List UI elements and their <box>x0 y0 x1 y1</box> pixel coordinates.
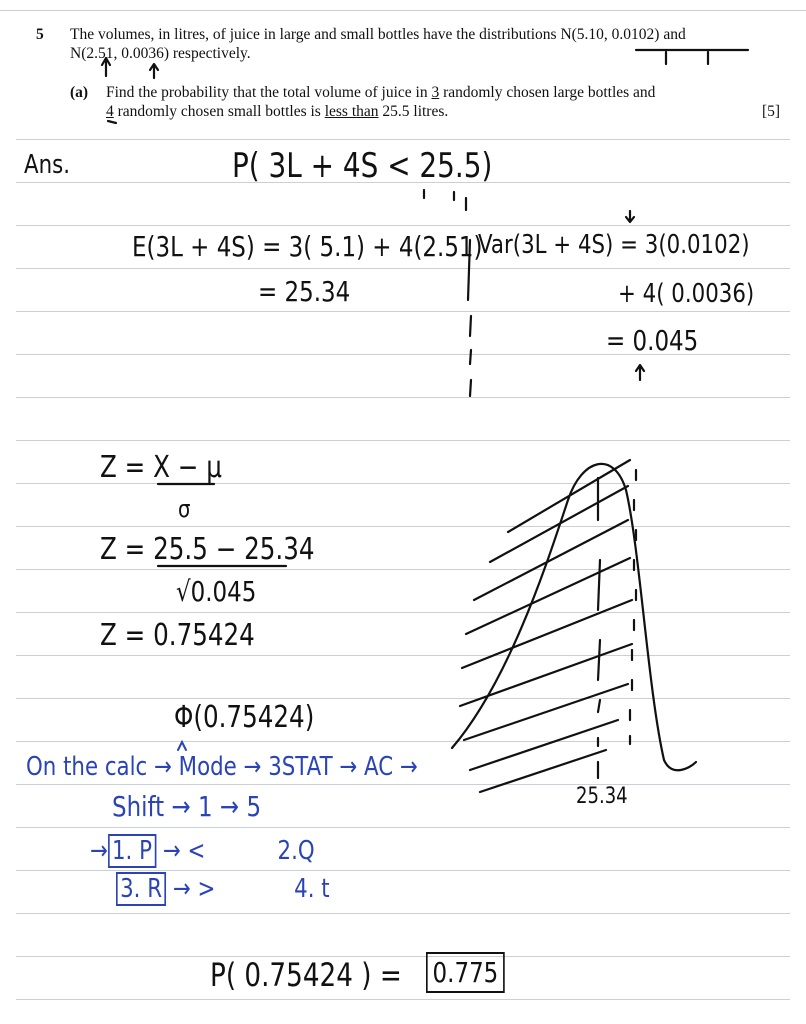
ruled-line <box>16 440 790 441</box>
ruled-line <box>16 698 790 699</box>
part-text-line: Find the probability that the total volume of juice in 3 randomly chosen large bottles and <box>106 84 656 101</box>
ruled-line <box>16 827 790 828</box>
expectation-line: E(3L + 4S) = 3( 5.1) + 4(2.51) <box>132 230 483 263</box>
marks: [5] <box>762 103 781 120</box>
variance-line-2: + 4( 0.0036) <box>618 279 755 309</box>
ruled-line <box>16 741 790 742</box>
question-underline-mark <box>108 121 116 123</box>
shading-lines <box>460 460 632 792</box>
curve-mean-label: 25.34 <box>576 784 628 809</box>
ruled-line <box>16 225 790 226</box>
calculator-steps: On the calc → Mode → 3STAT → AC → <box>26 752 418 782</box>
ruled-line <box>16 612 790 613</box>
expectation-result: = 25.34 <box>258 275 351 308</box>
variance-line: Var(3L + 4S) = 3(0.0102) <box>478 230 750 260</box>
variance-arrow-mark <box>626 211 634 222</box>
ruled-line <box>16 311 790 312</box>
ruled-line <box>16 268 790 269</box>
normal-curve <box>452 464 696 770</box>
divider-line <box>468 240 471 396</box>
z-numerator: Z = 25.5 − 25.34 <box>100 532 315 567</box>
z-denominator: √0.045 <box>176 575 257 608</box>
question-text-line: N(2.51, 0.0036) respectively. <box>70 45 251 62</box>
top-rule <box>0 10 806 11</box>
ruled-line <box>16 139 790 140</box>
ruled-line <box>16 913 790 914</box>
ans-label: Ans. <box>24 150 70 180</box>
z-sigma: σ <box>178 495 191 523</box>
ruled-line <box>16 526 790 527</box>
part-label: (a) <box>70 84 89 101</box>
z-formula: Z = X − μ <box>100 450 222 485</box>
ruled-line <box>16 784 790 785</box>
ruled-line <box>16 999 790 1000</box>
calculator-option-row: 3. R → > 4. t <box>116 874 330 904</box>
ruled-line <box>16 655 790 656</box>
variance-result: = 0.045 <box>606 324 699 357</box>
z-value: Z = 0.75424 <box>100 618 255 653</box>
final-answer-box: 0.775 <box>426 952 505 993</box>
probability-statement: P( 3L + 4S < 25.5) <box>232 146 493 186</box>
part-text-line: 4 randomly chosen small bottles is less than 25.5 litres. <box>106 103 449 120</box>
question-arrow-mark <box>150 64 158 78</box>
ruled-line <box>16 569 790 570</box>
question-text-line: The volumes, in litres, of juice in large and small bottles have the distributions N(5.10, 0.0102) and <box>70 26 686 43</box>
phi-expression: Φ(0.75424) <box>174 700 315 735</box>
ruled-line <box>16 870 790 871</box>
mean-line <box>598 478 600 778</box>
final-probability: P( 0.75424 ) = <box>210 956 402 994</box>
variance-arrow-mark <box>636 365 644 380</box>
calc-caret-mark <box>178 742 186 750</box>
question-arrow-mark <box>666 52 708 64</box>
cutoff-dashed-line <box>630 470 636 744</box>
ruled-line <box>16 397 790 398</box>
probability-arrow-mark <box>424 190 466 210</box>
calculator-shift-step: Shift → 1 → 5 <box>112 790 262 823</box>
ruled-line <box>16 956 790 957</box>
question-number: 5 <box>36 26 44 43</box>
calculator-option-row: → 1. P → < 2.Q <box>90 836 315 866</box>
